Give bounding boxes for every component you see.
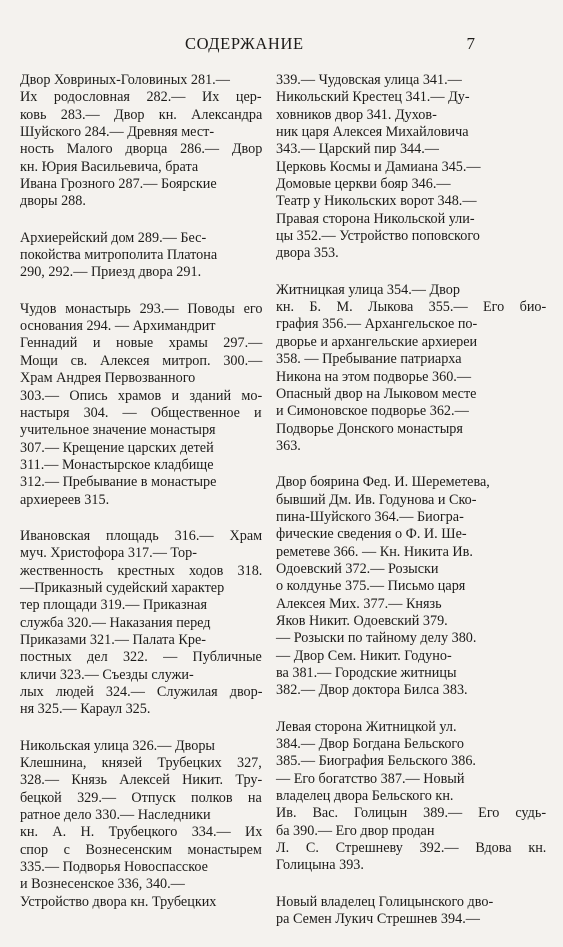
- entry-line: 363.: [276, 437, 301, 454]
- contents-column-right: [276, 72, 546, 947]
- entry-line: бецкой 329.— Отпуск полков на: [20, 789, 262, 806]
- entry-line: 339.— Чудовская улица 341.—: [276, 72, 462, 88]
- entry-line: покойства митрополита Платона: [20, 247, 218, 264]
- entry-line: настыря 304. — Общественное и: [20, 404, 262, 421]
- entry-line: 312.— Пребывание в монастыре: [20, 474, 217, 491]
- entry-line: 382.— Двор доктора Билса 383.: [276, 682, 468, 699]
- running-head: [0, 34, 563, 58]
- entry-line: графия 356.— Архангельское по-: [276, 316, 478, 333]
- entry-line: ратное дело 330.— Наследники: [20, 807, 211, 824]
- entry-line: ба 390.— Его двор продан: [276, 822, 435, 839]
- entry-line: ва 381.— Городские житницы: [276, 665, 457, 681]
- contents-entry: [20, 72, 262, 211]
- entry-line: основания 294. — Архимандрит: [20, 318, 216, 335]
- contents-entry: [276, 719, 546, 875]
- contents-entry: [20, 528, 262, 719]
- entry-line: Шуйского 284.— Древняя мест-: [20, 124, 215, 141]
- entry-line: муч. Христофора 317.— Тор-: [20, 545, 197, 562]
- entry-line: Архиерейский дом 289.— Бес-: [20, 229, 207, 246]
- entry-line: ра Семен Лукич Стрешнев 394.—: [276, 911, 480, 928]
- entry-line: Левая сторона Житницкой ул.: [276, 718, 457, 735]
- entry-line: о колдунье 375.— Письмо царя: [276, 578, 466, 595]
- entry-line: Голицына 393.: [276, 857, 364, 874]
- entry-line: Храм Андрея Первозванного: [20, 370, 196, 387]
- entry-line: и Симоновское подворье 362.—: [276, 403, 469, 420]
- entry-line: Чудов монастырь 293.— Поводы его: [20, 300, 263, 317]
- entry-line: служба 320.— Наказания перед: [20, 614, 211, 631]
- contents-entry: [276, 72, 546, 263]
- entry-line: ня 325.— Караул 325.: [20, 701, 151, 718]
- entry-line: Мощи св. Алексея митроп. 300.—: [20, 352, 263, 369]
- contents-entry: [276, 894, 546, 929]
- entry-line: ность Малого дворца 286.— Двор: [20, 141, 263, 158]
- entry-line: цы 352.— Устройство поповского: [276, 228, 480, 245]
- entry-line: Приказами 321.— Палата Кре-: [20, 631, 206, 648]
- contents-entry: [20, 230, 262, 282]
- entry-line: и Вознесенское 336, 340.—: [20, 876, 185, 893]
- entry-line: кн. Б. М. Лыкова 355.— Его био-: [276, 299, 547, 316]
- entry-line: кн. А. Н. Трубецкого 334.— Их: [20, 824, 263, 841]
- entry-line: 358. — Пребывание патриарха: [276, 351, 462, 368]
- entry-line: Ивана Грозного 287.— Боярские: [20, 176, 217, 193]
- entry-line: Домовые церкви бояр 346.—: [276, 176, 451, 193]
- entry-line: Яков Никит. Одоевский 379.: [276, 612, 448, 629]
- entry-line: 385.— Биография Бельского 386.: [276, 753, 476, 770]
- entry-line: Никольский Крестец 341.— Ду-: [276, 89, 470, 106]
- entry-line: Опасный двор на Лыковом месте: [276, 385, 477, 402]
- contents-column-left: [20, 72, 262, 930]
- entry-line: 328.— Князь Алексей Никит. Тру-: [20, 772, 263, 789]
- entry-line: пина-Шуйского 364.— Биогра-: [276, 508, 464, 525]
- entry-line: Никольская улица 326.— Дворы: [20, 737, 215, 754]
- entry-line: 303.— Опись храмов и зданий мо-: [20, 387, 263, 404]
- entry-line: Одоевский 372.— Розыски: [276, 560, 439, 577]
- entry-line: Ив. Вас. Голицын 389.— Его судь-: [276, 805, 547, 822]
- entry-line: 335.— Подворья Новоспасское: [20, 859, 208, 876]
- contents-entry: [20, 738, 262, 911]
- entry-line: бывший Дм. Ив. Годунова и Ско-: [276, 491, 477, 508]
- contents-entry: [276, 282, 546, 455]
- entry-line: — Розыски по тайному делу 380.: [276, 630, 477, 647]
- entry-line: Их родословная 282.— Их цер-: [20, 89, 262, 106]
- entry-line: жественность крестных ходов 318.: [20, 562, 263, 579]
- entry-line: Ивановская площадь 316.— Храм: [20, 527, 263, 544]
- entry-line: учительное значение монастыря: [20, 422, 216, 439]
- entry-line: Геннадий и новые храмы 297.—: [20, 335, 263, 352]
- entry-line: двора 353.: [276, 245, 339, 262]
- entry-line: 307.— Крещение царских детей: [20, 439, 214, 456]
- entry-line: реметеве 366. — Кн. Никита Ив.: [276, 543, 473, 560]
- entry-line: кн. Юрия Васильевича, брата: [20, 158, 199, 175]
- entry-line: фические сведения о Ф. И. Ше-: [276, 526, 467, 543]
- entry-line: — Его богатство 387.— Новый: [276, 770, 465, 787]
- entry-line: Устройство двора кн. Трубецких: [20, 893, 217, 910]
- entry-line: Алексея Мих. 377.— Князь: [276, 595, 442, 612]
- entry-line: Подворье Донского монастыря: [276, 420, 463, 437]
- entry-line: Никона на этом подворье 360.—: [276, 368, 472, 385]
- entry-line: — Двор Сем. Никит. Годуно-: [276, 647, 452, 664]
- entry-line: дворье и архангельские архиереи: [276, 333, 478, 350]
- entry-line: Двор Ховриных-Головиных 281.—: [20, 72, 230, 88]
- contents-entry: [20, 301, 262, 509]
- entry-line: Клешнина, князей Трубецких 327,: [20, 755, 262, 772]
- page-title: СОДЕРЖАНИЕ: [185, 34, 304, 53]
- entry-line: 290, 292.— Приезд двора 291.: [20, 264, 202, 281]
- entry-line: Двор боярина Фед. И. Шереметева,: [276, 474, 490, 491]
- entry-line: постных дел 322. — Публичные: [20, 649, 262, 666]
- entry-line: Правая сторона Никольской ули-: [276, 210, 475, 227]
- entry-line: ник царя Алексея Михайловича: [276, 124, 469, 141]
- entry-line: 311.— Монастырское кладбище: [20, 456, 214, 473]
- entry-line: лых людей 324.— Служилая двор-: [20, 684, 263, 700]
- contents-entry: [276, 474, 546, 699]
- entry-line: Театр у Никольских ворот 348.—: [276, 193, 477, 210]
- entry-line: Л. С. Стрешневу 392.— Вдова кн.: [276, 840, 547, 857]
- entry-line: дворы 288.: [20, 193, 86, 210]
- entry-line: спор с Вознесенским монастырем: [20, 841, 262, 858]
- entry-line: ховников двор 341. Духов-: [276, 106, 437, 123]
- entry-line: 343.— Царский пир 344.—: [276, 141, 439, 158]
- page-number: 7: [466, 34, 475, 53]
- entry-line: владелец двора Бельского кн.: [276, 788, 454, 805]
- entry-line: 384.— Двор Богдана Бельского: [276, 736, 464, 753]
- entry-line: Новый владелец Голицынского дво-: [276, 893, 494, 910]
- entry-line: ковь 283.— Двор кн. Александра: [20, 106, 263, 123]
- entry-line: архиереев 315.: [20, 491, 110, 508]
- entry-line: Церковь Космы и Дамиана 345.—: [276, 158, 481, 175]
- entry-line: кличи 323.— Съезды служи-: [20, 666, 194, 683]
- entry-line: —Приказный судейский характер: [20, 579, 225, 596]
- entry-line: Житницкая улица 354.— Двор: [276, 281, 460, 298]
- entry-line: тер площади 319.— Приказная: [20, 597, 207, 614]
